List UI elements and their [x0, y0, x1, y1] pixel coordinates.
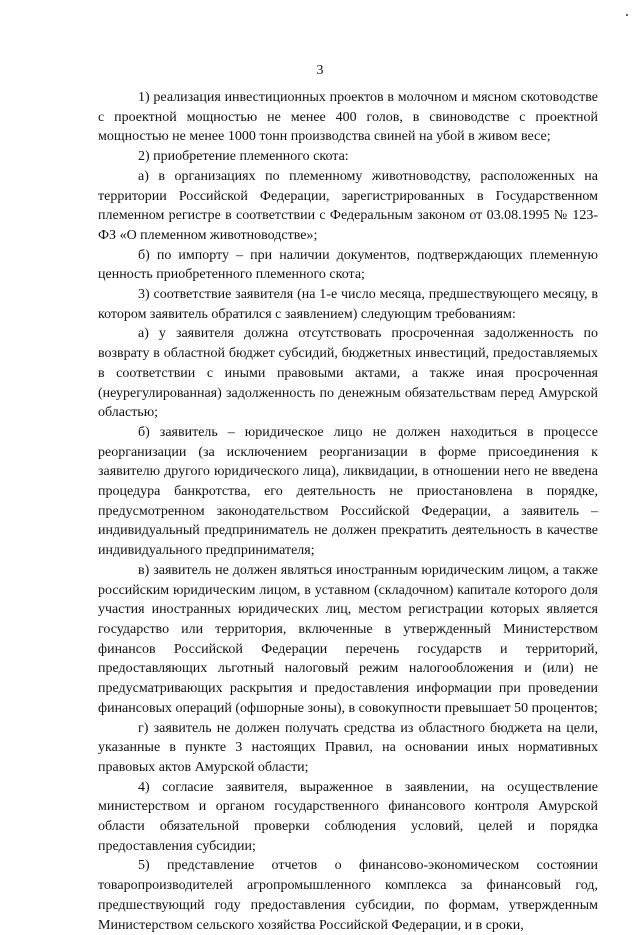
- paragraph-2a-breeding-organizations: а) в организациях по племенному животноводству, расположенных на территории Российской Федерации, зарегистрированных в Государственном племенном регистре в соответствии с Федеральным законом от 03.08.1995 № 123-ФЗ «О племенном животноводстве»;: [98, 168, 598, 243]
- paragraph-2b-import: б) по импорту – при наличии документов, подтверждающих племенную ценность приобретенного племенного скота;: [98, 247, 598, 283]
- paragraph-5-reports: 5) представление отчетов о финансово-экономическом состоянии товаропроизводителей агропромышленного комплекса за финансовый год, предшествующий году предоставления субсидии, по формам, утвержденным Министерством сельского хозяйства Российской Федерации, и в сроки,: [98, 858, 598, 933]
- document-body: [98, 88, 598, 935]
- paragraph-1-investment-projects: 1) реализация инвестиционных проектов в молочном и мясном скотоводстве с проектной мощностью не менее 400 голов, в свиноводстве с проектной мощностью не менее 1000 тонн производства свиней на убой в живом весе;: [98, 90, 598, 145]
- paragraph-3v-not-foreign: в) заявитель не должен являться иностранным юридическим лицом, а также российским юридическим лицом, в уставном (складочном) капитале которого доля участия иностранных юридических лиц, местом регистрации которых является государство или территория, включенные в утвержденный Министерством финансов Российской Федерации перечень государств и территорий, предоставляющих льготный налоговый режим налогообложения и (или) не предусматривающих раскрытия и предоставления информации при проведении финансовых операций (офшорные зоны), в совокупности превышает 50 процентов;: [98, 562, 598, 716]
- paragraph-2-breeding-stock: 2) приобретение племенного скота:: [138, 149, 349, 165]
- paragraph-4-consent: 4) согласие заявителя, выраженное в заявлении, на осуществление министерством и органом государственного финансового контроля Амурской области обязательной проверки соблюдения условий, целей и порядка предоставления субсидии;: [98, 779, 598, 854]
- paragraph-3a-no-debt: а) у заявителя должна отсутствовать просроченная задолженность по возврату в областной бюджет субсидий, бюджетных инвестиций, предоставляемых в соответствии с иными правовыми актами, а также иная просроченная (неурегулированная) задолженность по денежным обязательствам перед Амурской областью;: [98, 326, 598, 421]
- scan-dot: [626, 14, 628, 16]
- paragraph-3g-no-other-funds: г) заявитель не должен получать средства из областного бюджета на цели, указанные в пункте 3 настоящих Правил, на основании иных нормативных правовых актов Амурской области;: [98, 720, 598, 775]
- page-number: 3: [316, 63, 324, 78]
- paragraph-3b-no-reorganization: б) заявитель – юридическое лицо не должен находиться в процессе реорганизации (за исключением реорганизации в форме присоединения к заявителю другого юридического лица), ликвидации, в отношении него не введена процедура банкротства, его деятельность не приостановлена в порядке, предусмотренном законодательством Российской Федерации, а заявитель – индивидуальный предприниматель не должен прекратить деятельность в качестве индивидуального предпринимателя;: [98, 424, 598, 559]
- paragraph-3-applicant-requirements: 3) соответствие заявителя (на 1-е число месяца, предшествующего месяцу, в котором заявитель обратился с заявлением) следующим требованиям:: [98, 287, 598, 322]
